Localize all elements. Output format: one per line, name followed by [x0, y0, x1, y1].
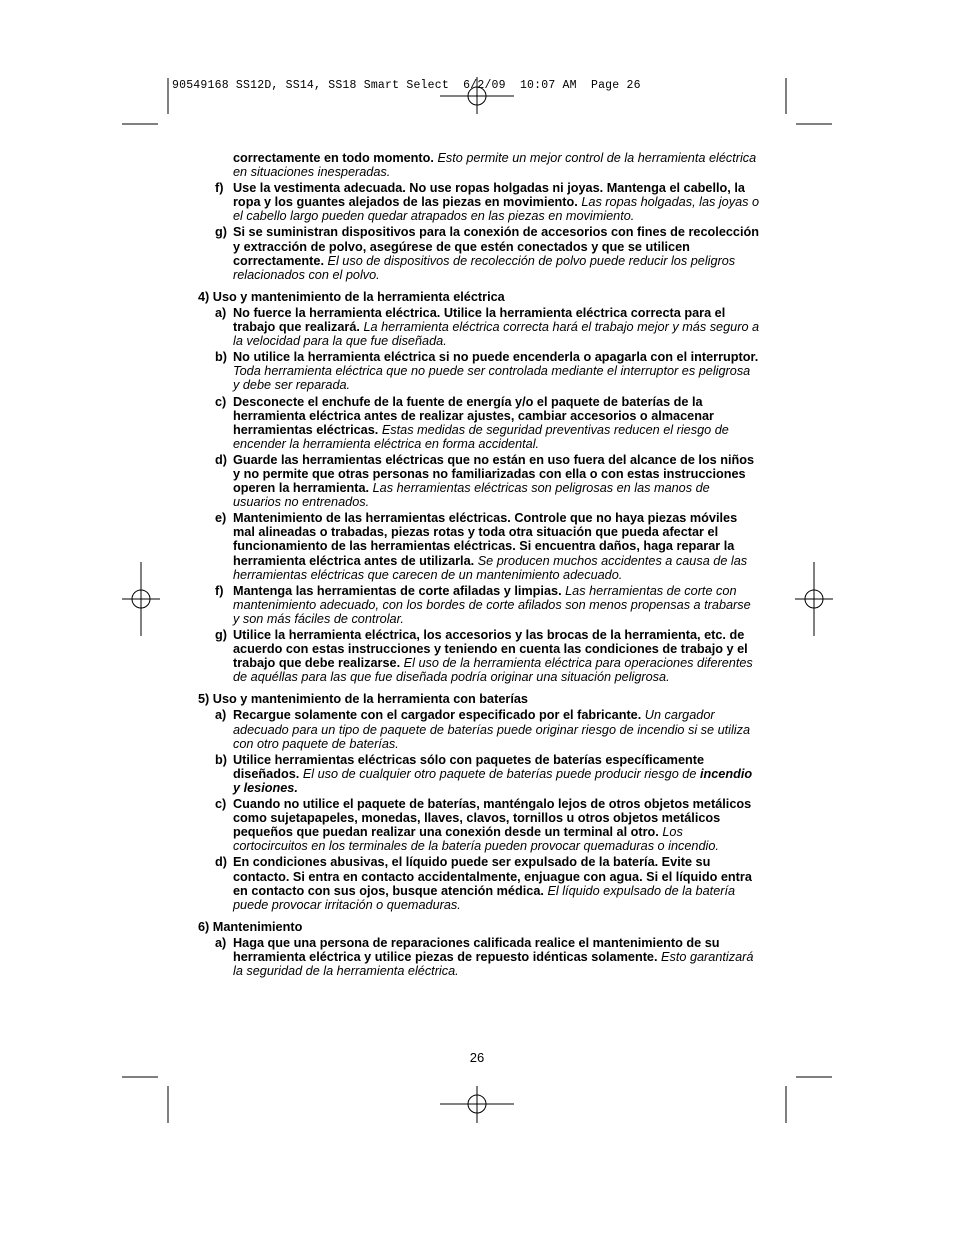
item-italic-text: Estas medidas de seguridad preventivas reducen el riesgo de encender la herramienta eléctrica en forma accidental.	[233, 422, 729, 451]
section-heading: 4) Uso y mantenimiento de la herramienta eléctrica	[198, 289, 505, 304]
item-bold-text: Utilice herramientas eléctricas sólo con paquetes de baterías específicamente diseñados.	[233, 752, 705, 781]
item-italic-text: Esto permite un mejor control de la herramienta eléctrica en situaciones inesperadas.	[233, 151, 757, 180]
item-italic-text: El uso de la herramienta eléctrica para operaciones diferentes de aquéllas para las que fue diseñada podría originar una situación peligrosa.	[233, 656, 753, 685]
item-bold-text: Guarde las herramientas eléctricas que no están en uso fuera del alcance de los niños y no permite que otras personas no familiarizadas con ella o con estas instrucciones operen la herramienta.	[233, 452, 755, 496]
list-item	[198, 306, 760, 348]
page-number: 26	[469, 1050, 485, 1065]
item-label: d)	[215, 855, 227, 870]
item-italic-text: Esto garantizará la seguridad de la herramienta eléctrica.	[233, 949, 754, 979]
item-bold-text: Desconecte el enchufe de la fuente de energía y/o el paquete de baterías de la herramienta eléctrica antes de realizar ajustes, cambiar accesorios o almacenar herramientas eléctricas.	[233, 394, 714, 437]
list-item	[198, 453, 760, 509]
item-bold-text: En condiciones abusivas, el líquido puede ser expulsado de la batería. Evite su contacto. Si entra en contacto accidentalmente, enjuague con agua. Si el líquido entra en contacto con sus ojos, busque atención médica.	[233, 855, 752, 898]
item-bold-text: Cuando no utilice el paquete de baterías, manténgalo lejos de otros objetos metálicos como sujetapapeles, monedas, llaves, clavos, tornillos u otros objetos metálicos pequeños que puedan realizar una conexión desde un terminal al otro.	[233, 797, 752, 840]
item-italic-text: Las herramientas eléctricas son peligrosas en las manos de usuarios no entrenados.	[233, 481, 710, 510]
item-italic-text: Se producen muchos accidentes a causa de las herramientas eléctricas que carecen de un mantenimiento adecuado.	[233, 553, 748, 582]
list-item	[198, 936, 760, 978]
item-italic-text: Las herramientas de corte con mantenimiento adecuado, con los bordes de corte afilados son menos propensas a trabarse y son más fáciles de controlar.	[233, 583, 751, 626]
item-italic-text: El uso de dispositivos de recolección de polvo puede reducir los peligros relacionados con el polvo.	[233, 253, 736, 282]
item-label: d)	[215, 452, 227, 467]
list-item	[198, 628, 760, 684]
item-bold-text: Si se suministran dispositivos para la conexión de accesorios con fines de recolección y extracción de polvo, asegúrese de que estén conectados y que se utilicen correctamente.	[233, 225, 760, 268]
list-item	[198, 225, 760, 281]
item-label: a)	[215, 305, 227, 320]
section-heading: 5) Uso y mantenimiento de la herramienta con baterías	[198, 692, 528, 707]
list-item	[198, 855, 760, 911]
item-label: f)	[215, 583, 224, 598]
item-label: g)	[215, 628, 227, 642]
item-bold-text: No utilice la herramienta eléctrica si no puede encenderla o apagarla con el interruptor.	[233, 350, 759, 365]
list-item	[198, 511, 760, 581]
item-label: e)	[215, 511, 227, 526]
item-bold-text: Recargue solamente con el cargador especificado por el fabricante.	[233, 708, 642, 723]
item-label: b)	[215, 350, 227, 365]
item-italic-text: Un cargador adecuado para un tipo de paquete de baterías puede originar riesgo de incendio si se utiliza con otro paquete de baterías.	[233, 708, 751, 751]
item-italic-text: La herramienta eléctrica correcta hará el trabajo mejor y más seguro a la velocidad para la que fue diseñada.	[233, 320, 760, 349]
list-item-continued	[198, 151, 760, 179]
item-bold-italic-text: incendio y lesiones.	[233, 766, 753, 795]
item-label: a)	[215, 935, 227, 950]
item-label: b)	[215, 752, 227, 767]
item-bold-text: No fuerce la herramienta eléctrica. Utilice la herramienta eléctrica correcta para el trabajo que realizará.	[233, 305, 726, 335]
item-italic-text: El uso de cualquier otro paquete de baterías puede producir riesgo de	[302, 766, 697, 781]
item-bold-text: Mantenimiento de las herramientas eléctricas. Controle que no haya piezas móviles mal alineadas o trabadas, piezas rotas y toda otra situación que pueda afectar el funcionamiento de las herramientas eléctricas. Si encuentra daños, haga reparar la herramienta eléctrica antes de utilizarla.	[233, 511, 738, 568]
item-bold-text: Use la vestimenta adecuada. No use ropas holgadas ni joyas. Mantenga el cabello, la ropa y los guantes alejados de las piezas en movimiento.	[233, 181, 745, 210]
section-heading: 6) Mantenimiento	[198, 919, 303, 934]
list-item	[198, 181, 760, 223]
list-item	[198, 395, 760, 451]
item-label: c)	[215, 394, 227, 409]
item-label: a)	[215, 708, 227, 723]
item-italic-text: Toda herramienta eléctrica que no puede ser controlada mediante el interruptor es peligrosa y debe ser reparada.	[233, 364, 751, 393]
list-item	[198, 797, 760, 853]
item-label: f)	[215, 181, 224, 196]
item-bold-text: Mantenga las herramientas de corte afiladas y limpias.	[233, 583, 562, 598]
list-item	[198, 350, 760, 392]
list-item	[198, 753, 760, 795]
item-bold-text: Haga que una persona de reparaciones calificada realice el mantenimiento de su herramienta eléctrica y utilice piezas de repuesto idénticas solamente.	[233, 935, 720, 964]
item-italic-text: Los cortocircuitos en los terminales de la batería pueden provocar quemaduras o incendio.	[233, 825, 719, 854]
item-bold-text: correctamente en todo momento.	[233, 151, 434, 165]
item-label: g)	[215, 225, 227, 240]
list-item	[198, 584, 760, 626]
item-label: c)	[215, 797, 227, 812]
item-italic-text: El líquido expulsado de la batería puede provocar irritación o quemaduras.	[233, 883, 736, 912]
document-body	[198, 151, 760, 978]
print-slug: 90549168 SS12D, SS14, SS18 Smart Select 6/2/09 10:07 AM Page 26	[172, 79, 641, 92]
item-bold-text: Utilice la herramienta eléctrica, los accesorios y las brocas de la herramienta, etc. de acuerdo con estas instrucciones y teniendo en cuenta las condiciones de trabajo y el trabajo que debe realizarse.	[233, 628, 748, 671]
item-italic-text: Las ropas holgadas, las joyas o el cabello largo pueden quedar atrapados en las piezas en movimiento.	[233, 195, 760, 224]
list-item	[198, 708, 760, 750]
